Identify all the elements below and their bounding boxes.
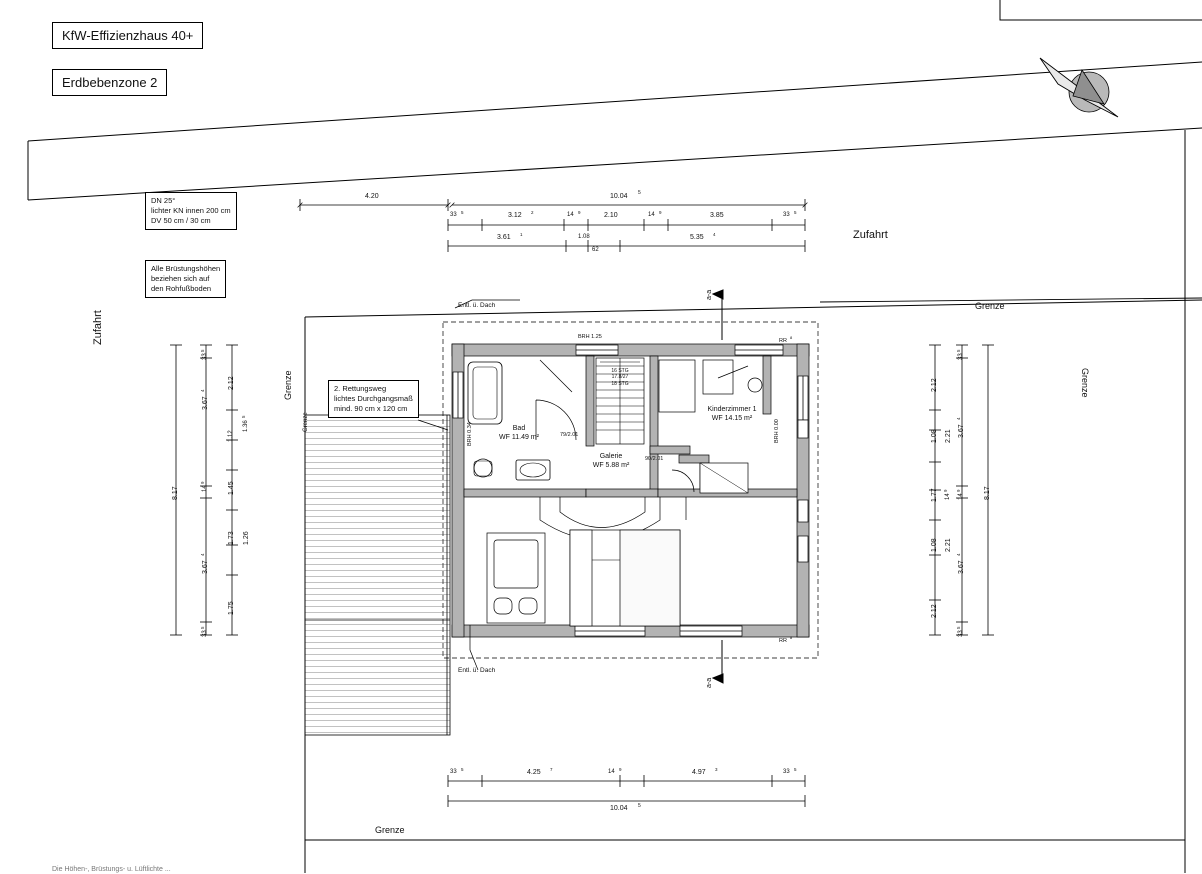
- dim-right-3-67-4-a-sup: 4: [956, 417, 961, 420]
- door-label-792: 79/2.01: [560, 432, 579, 438]
- dim-10-045-bottom: 10.04: [610, 805, 628, 812]
- dim-right-14-9-b: 14: [945, 493, 951, 500]
- room-kinderzimmer-1-area: WF 14.15 m²: [711, 415, 753, 423]
- dim-left-3-67-4-a-sup: 4: [200, 389, 205, 392]
- dim-4-25-7-sup: 7: [550, 767, 553, 772]
- dim-14-9-c: 14: [608, 769, 615, 775]
- note-parapet-line-2: beziehen sich auf: [151, 274, 210, 284]
- rr-label-bottom: RR: [779, 638, 787, 644]
- section-mark-bottom: a-a: [706, 677, 713, 688]
- tag-erdbebenzone: Erdbebenzone 2: [52, 69, 167, 96]
- dim-right-2-12-a: 2.12: [931, 378, 938, 392]
- dim-right-14-9-b-sup: 9: [943, 489, 948, 492]
- footer-text: Die Höhen-, Brüstungs- u. Lüftlichte ...: [52, 866, 171, 873]
- stair-label-line-3: 18 STG: [611, 380, 629, 387]
- note-roof: [145, 192, 237, 230]
- site-label-grenze-right: Grenze: [1080, 368, 1090, 398]
- dim-10-045-sup: 5: [638, 190, 641, 196]
- dim-5-35-4: 5.35: [690, 234, 704, 241]
- site-label-grenze-right-top: Grenze: [975, 301, 1005, 311]
- site-label-zufahrt-top: Zufahrt: [853, 229, 888, 241]
- dim-33-5-d-sup: 5: [794, 767, 797, 772]
- dim-left-3-67-4-a: 3.67: [202, 396, 209, 410]
- dim-left-1-75: 1.75: [228, 601, 235, 615]
- dim-right-33-5-top: 33: [958, 353, 964, 360]
- roof-vent-top: Entl. ü. Dach: [458, 302, 496, 309]
- dim-62: 62: [592, 247, 599, 253]
- dim-14-9-a: 14: [567, 212, 574, 218]
- dim-left-1-36-5-sup: 5: [241, 415, 246, 418]
- dim-left-33-5-bottom-sup: 5: [200, 626, 205, 629]
- dim-4-25-7: 4.25: [527, 769, 541, 776]
- dim-14-9-c-sup: 9: [619, 767, 622, 772]
- stair-label-line-2: 17.8/27: [611, 374, 629, 381]
- rr-label-bottom-sup: 8: [790, 635, 793, 640]
- dim-4-97-3: 4.97: [692, 769, 706, 776]
- dim-left-1-36-5: 1.36: [243, 420, 249, 432]
- dim-4-20: 4.20: [365, 193, 379, 200]
- door-label-902: 90/2.01: [645, 456, 664, 462]
- dim-left-33-5-bottom: 33: [202, 630, 208, 637]
- dim-right-1-08-b: 1.08: [931, 538, 938, 552]
- room-kinderzimmer-1-label: Kinderzimmer 1: [707, 406, 757, 413]
- dim-33-5-a: 33: [450, 212, 457, 218]
- dim-3-12-2: 3.12: [508, 212, 522, 219]
- site-label-zufahrt-left: Zufahrt: [92, 310, 104, 345]
- dim-33-5-a-sup: 5: [461, 210, 464, 215]
- dim-33-5-d: 33: [783, 769, 790, 775]
- dim-right-1-08-a: 1.08: [931, 429, 938, 443]
- window-label-brh-034: BRH 0.34: [467, 422, 473, 446]
- section-mark-top: a-a: [706, 289, 713, 300]
- dim-left-3-67-4-b-sup: 4: [200, 553, 205, 556]
- dim-left-1-12: 1.12: [228, 430, 234, 442]
- dim-33-5-c: 33: [450, 769, 457, 775]
- note-parapet-line-1: Alle Brüstungshöhen: [151, 264, 221, 273]
- dim-3-85: 3.85: [710, 212, 724, 219]
- note-rescue-line-3: mind. 90 cm x 120 cm: [334, 404, 408, 414]
- dim-left-33-5-top: 33: [202, 353, 208, 360]
- note-rescue-line-1: 2. Rettungsweg: [334, 384, 387, 393]
- dim-right-33-5-bottom-sup: 5: [956, 626, 961, 629]
- dim-3-61-1: 3.61: [497, 234, 511, 241]
- note-roof-line-1: DN 25°: [151, 196, 176, 205]
- note-roof-line-3: DV 50 cm / 30 cm: [151, 216, 211, 226]
- room-bad: [489, 424, 549, 442]
- room-galerie-area: WF 5.88 m²: [592, 462, 630, 470]
- note-roof-line-2: lichter KN innen 200 cm: [151, 206, 231, 216]
- rr-label-top: RR: [779, 338, 787, 344]
- dim-left-1-45: 1.45: [228, 481, 235, 495]
- dim-left-14-9-sup: 9: [200, 481, 205, 484]
- room-bad-label: Bad: [512, 425, 526, 432]
- dim-14-9-b-sup: 9: [659, 210, 662, 215]
- dim-left-1-26: 1.26: [243, 531, 250, 545]
- dim-left-3-67-4-b: 3.67: [202, 560, 209, 574]
- dim-14-9-b: 14: [648, 212, 655, 218]
- window-label-brh-125: BRH 1.25: [578, 334, 602, 340]
- dim-2-10: 2.10: [604, 212, 618, 219]
- dim-3-12-2-sup: 2: [531, 210, 534, 215]
- dim-right-14-9-a: 14: [958, 493, 964, 500]
- roof-vent-bottom: Entl. ü. Dach: [458, 667, 496, 674]
- dim-right-2-21-b: 2.21: [945, 538, 952, 552]
- dim-right-2-21-a: 2.21: [945, 429, 952, 443]
- dim-right-3-67-4-b-sup: 4: [956, 553, 961, 556]
- dim-right-33-5-bottom: 33: [958, 630, 964, 637]
- site-label-grenze-small: Grenze: [303, 412, 309, 432]
- dim-right-3-67-4-b: 3.67: [958, 560, 965, 574]
- dim-10-045: 10.04: [610, 193, 628, 200]
- window-label-brh-000: BRH 0.00: [774, 419, 780, 443]
- room-kinderzimmer-1: [688, 405, 776, 423]
- dim-1-08: 1.08: [578, 234, 590, 240]
- north-arrow-shape: [1040, 58, 1118, 117]
- dim-4-97-3-sup: 3: [715, 767, 718, 772]
- dim-right-3-67-4-a: 3.67: [958, 424, 965, 438]
- stair-label: [598, 368, 642, 387]
- dim-right-2-12-b: 2.12: [931, 604, 938, 618]
- dim-right-14-9-a-sup: 9: [956, 489, 961, 492]
- room-galerie-label: Galerie: [599, 453, 623, 460]
- note-parapet: [145, 260, 226, 298]
- room-galerie: [580, 452, 642, 470]
- site-label-grenze-left: Grenze: [283, 370, 293, 400]
- note-rescue-line-2: lichtes Durchgangsmaß: [334, 394, 413, 404]
- dim-left-2-12: 2.12: [228, 376, 235, 390]
- dim-33-5-b-sup: 5: [794, 210, 797, 215]
- dim-10-045-bottom-sup: 5: [638, 803, 641, 809]
- rr-label-top-sup: 8: [790, 335, 793, 340]
- dim-right-33-5-top-sup: 5: [956, 349, 961, 352]
- dim-14-9-a-sup: 9: [578, 210, 581, 215]
- dim-left-33-5-top-sup: 5: [200, 349, 205, 352]
- dim-33-5-c-sup: 5: [461, 767, 464, 772]
- dim-left-1-73: 1.73: [228, 531, 235, 545]
- note-rescue-route: [328, 380, 419, 418]
- site-label-grenze-bottom: Grenze: [375, 825, 405, 835]
- dim-5-35-4-sup: 4: [713, 232, 716, 237]
- tag-kfw: KfW-Effizienzhaus 40+: [52, 22, 203, 49]
- dim-33-5-b: 33: [783, 212, 790, 218]
- room-bad-area: WF 11.49 m²: [499, 434, 539, 442]
- dim-3-61-1-sup: 1: [520, 232, 523, 237]
- dim-right-8-17: 8.17: [984, 486, 991, 500]
- dim-right-1-77: 1.77: [931, 488, 938, 502]
- dim-left-8-17: 8.17: [172, 486, 179, 500]
- dim-left-14-9: 14: [202, 485, 208, 492]
- note-parapet-line-3: den Rohfußboden: [151, 284, 212, 294]
- stair-label-line-1: 16 STG: [611, 368, 629, 374]
